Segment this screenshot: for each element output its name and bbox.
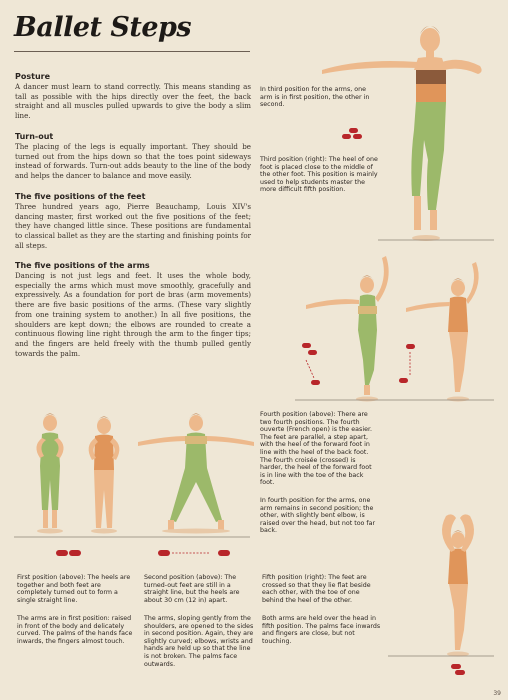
dancer-first-orange: [89, 417, 120, 534]
turnout-body: The placing of the legs is equally important. They should be turned out from the hips down so that the toes point sideways instead of forwards. Turn-out adds beauty to the line of the body and helps the dancer to balance and move easily.: [15, 142, 251, 181]
page-number: 39: [493, 690, 501, 697]
arms-positions-body: Dancing is not just legs and feet. It uses the whole body, especially the arms which must move smoothly, gracefully and expressively. As a foundation for port de bras (arm movements) there are five basic positions of the arms. (These vary slightly from one training system to another.) In all five positions, the shoulders are kept down; the elbows are rounded to create a continuous flowing line right through the arm to the finger tips; and the fingers are held freely with the thumb pulled gently towards the palm.: [15, 271, 251, 358]
turnout-heading: Turn-out: [15, 132, 54, 141]
caption-second-arms: The arms, sloping gently from the shoulders, are opened to the sides in second position. Again, they are slightly curved; elbows, wrists and hands are held up so that the line is not broken. The palms face outwards.: [144, 615, 254, 668]
caption-second-feet: Second position (above): The turned-out feet are still in a straight line, but the heels are about 30 cm (12 in) apart.: [144, 574, 240, 604]
feet-positions-heading: The five positions of the feet: [15, 192, 146, 201]
dancer-fourth-orange: [406, 262, 479, 402]
dancer-second-green: [138, 414, 254, 534]
dancer-third-position: [322, 26, 482, 241]
dancer-fourth-green: [306, 256, 389, 402]
caption-third-arms: In third position for the arms, one arm is in first position, the other in second.: [260, 86, 370, 109]
caption-fifth-feet: Fifth position (right): The feet are crossed so that they lie flat beside each other, with the toe of one behind the heel of the other.: [262, 574, 371, 604]
caption-fourth-arms: In fourth position for the arms, one arm remains in second position; the other, with slightly bent elbow, is raised over the head, but not too far back.: [260, 497, 376, 535]
feet-positions-body: Three hundred years ago, Pierre Beauchamp, Louis XIV's dancing master, first worked out the five positions of the feet; they have changed little since. These positions are fundamental to classical ballet as they are the starting and finishing points for all steps.: [15, 202, 251, 250]
caption-first-arms: The arms are in first position: raised in front of the body and delicately curved. The palms of the hands face inwards, the fingers almost touch.: [17, 615, 133, 645]
caption-third-feet: Third position (right): The heel of one foot is placed close to the middle of the other foot. This position is mainly used to help students master the more difficult fifth position.: [260, 156, 378, 194]
caption-fourth-feet: Fourth position (above): There are two fourth positions. The fourth ouverte (French open) is the easier. The feet are parallel, a step apart, with the heel of the forward foot in line with the heel of the back foot. The fourth croisée (crossed) is harder, the heel of the forward foot is in line with the toe of the back foot.: [260, 411, 372, 487]
caption-fifth-arms: Both arms are held over the head in fifth position. The palms face inwards and fingers are close, but not touching.: [262, 615, 381, 645]
page-title: Ballet Steps: [14, 12, 192, 43]
dancer-fifth-orange: [442, 514, 474, 656]
posture-heading: Posture: [15, 72, 51, 81]
arms-positions-heading: The five positions of the arms: [15, 261, 150, 270]
caption-first-feet: First position (above): The heels are together and both feet are completely turned out to form a single straight line.: [17, 574, 131, 604]
posture-body: A dancer must learn to stand correctly. This means standing as tall as possible with the hips directly over the feet, the back straight and all muscles pulled upwards to give the body a slim line.: [15, 82, 251, 121]
dancer-first-green: [36, 414, 63, 534]
